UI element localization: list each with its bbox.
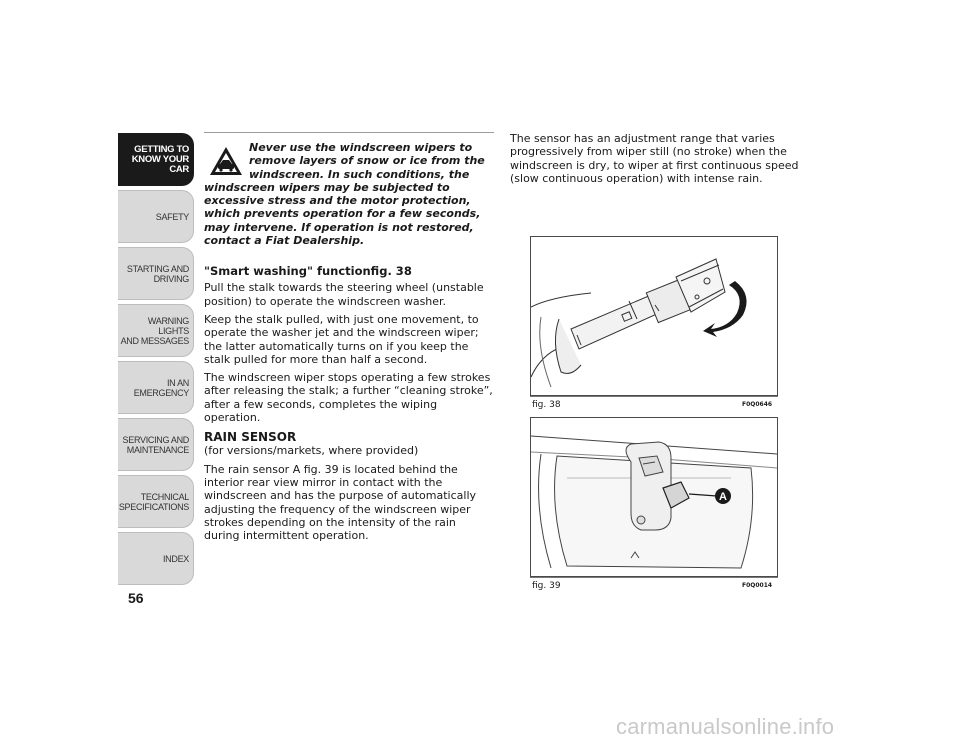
tab-label: STARTING AND DRIVING (126, 263, 189, 284)
tab-getting-to-know-your-car[interactable] (118, 133, 194, 186)
tab-starting-and-driving[interactable] (118, 247, 194, 300)
figure-38-rule (530, 396, 778, 397)
tab-label: GETTING TO KNOW YOUR CAR (131, 143, 189, 175)
tab-label: SERVICING AND MAINTENANCE (122, 434, 189, 455)
tab-label: INDEX (162, 553, 189, 564)
rain-sensor-paragraph-1: The rain sensor A fig. 39 is located behind the interior rear view mirror in contact with the windscreen and has the purpose of automatically adjusting the frequency of the windscreen wiper strokes depending on the intensity of the rain during intermittent operation. (204, 462, 477, 543)
tab-label: IN AN EMERGENCY (133, 377, 189, 398)
watermark: carmanualsonline.info (616, 714, 835, 739)
tab-label: SAFETY (155, 211, 189, 222)
rain-sensor-paragraph-2: The sensor has an adjustment range that varies progressively from wiper still (no stroke) when the windscreen is dry, to wiper at first continuous speed (slow continuous operation) with intense rain. (510, 132, 799, 185)
page-number: 56 (128, 590, 144, 606)
figure-38-wiper-stalk (530, 236, 778, 396)
tab-safety[interactable] (118, 190, 194, 243)
tab-warning-lights[interactable] (118, 304, 194, 357)
tab-index[interactable] (118, 532, 194, 585)
smart-washing-heading: "Smart washing" functionfig. 38 (204, 264, 412, 279)
figure-38-caption: fig. 38 (532, 400, 561, 410)
figure-38-code: F0Q0646 (742, 401, 773, 408)
warning-line-1: Never use the windscreen wipers to (249, 141, 473, 154)
warning-triangle-icon (208, 145, 244, 177)
tab-technical-specifications[interactable] (118, 475, 194, 528)
warning-text (204, 141, 494, 247)
callout-a-label: A (719, 491, 727, 503)
warning-line-3: windscreen. In such conditions, the (249, 167, 470, 181)
warning-block (204, 141, 494, 247)
rain-sensor-heading: RAIN SENSOR (204, 430, 297, 445)
figure-39-caption: fig. 39 (532, 581, 561, 591)
smart-washing-paragraph-1: Pull the stalk towards the steering wheel (unstable position) to operate the windscreen washer. (204, 281, 484, 308)
tab-servicing-and-maintenance[interactable] (118, 418, 194, 471)
tab-in-an-emergency[interactable] (118, 361, 194, 414)
smart-washing-paragraph-3: The windscreen wiper stops operating a few strokes after releasing the stalk; a further “cleaning stroke”, after a few seconds, completes the wiping operation. (204, 371, 493, 425)
smart-washing-paragraph-2: Keep the stalk pulled, with just one movement, to operate the washer jet and the windscreen wiper; the latter automatically turns on if you keep the stalk pulled for more than half a second. (204, 312, 479, 366)
right-column (510, 132, 800, 190)
left-column (204, 132, 494, 547)
figure-39-code: F0Q0014 (742, 582, 773, 589)
tab-label: WARNING LIGHTS AND MESSAGES (120, 315, 189, 346)
rain-sensor-illustration (531, 418, 777, 576)
figure-39-rule (530, 577, 778, 578)
warning-line-2: remove layers of snow or ice from the (249, 154, 485, 168)
warning-divider (204, 132, 494, 133)
warning-rest: windscreen wipers may be subjected to excessive stress and the motor protection, which prevents operation for a few seconds, may intervene. If operation is not restored, contact a Fiat Dealership. (204, 180, 481, 248)
rain-sensor-subtitle: (for versions/markets, where provided) (204, 444, 419, 458)
wiper-stalk-illustration (531, 237, 777, 395)
tab-label: TECHNICAL SPECIFICATIONS (118, 491, 189, 512)
figure-39-rain-sensor (530, 417, 778, 577)
